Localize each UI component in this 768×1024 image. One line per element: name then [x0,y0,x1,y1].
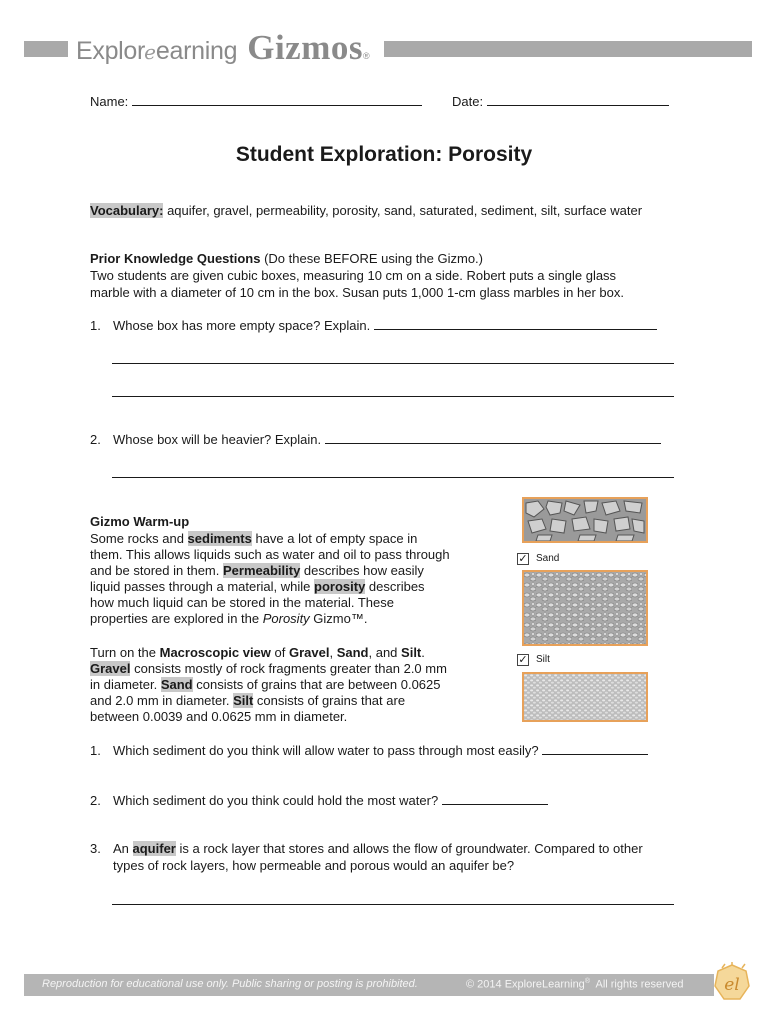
prior-line-2: marble with a diameter of 10 cm in the box. Susan puts 1,000 1-cm glass marbles in her box. [90,285,624,300]
warmup-q3-l2: types of rock layers, how permeable and porous would an aquifer be? [113,858,515,873]
warmup-p1-l3: and be stored in them. Permeability describes how easily [90,563,424,578]
sand-image [522,570,648,646]
term-gravel: Gravel [90,661,131,676]
sand-checkbox[interactable] [517,553,529,565]
warmup-p1-l6: properties are explored in the Porosity Gizmo™. [90,611,368,626]
prior-q2 [113,431,661,448]
warmup-q1 [113,742,648,759]
term-sand: Sand [160,677,193,692]
footer-copyright: © 2014 ExploreLearning® All rights reserved [466,978,684,991]
warmup-p2-l1: Turn on the Macroscopic view of Gravel, Sand, and Silt. [90,645,425,660]
warmup-p1-l4: liquid passes through a material, while porosity describes [90,579,425,594]
gravel-image [522,497,648,543]
check-icon: ✓ [518,654,528,666]
footer-reproduction-notice: Reproduction for educational use only. Public sharing or posting is prohibited. [42,978,418,990]
warmup-q3-l1: An aquifer is a rock layer that stores and allows the flow of groundwater. Compared to other [113,841,643,856]
warmup-p2-l4: and 2.0 mm in diameter. Silt consists of grains that are [90,693,406,708]
logo-text: el [724,975,740,995]
prior-q1-answer-line-3[interactable] [112,396,674,397]
header-bar-right [384,41,752,57]
brand-learning: earning [155,37,238,65]
date-row [452,93,669,110]
warmup-q3-answer-line[interactable] [112,904,674,905]
name-row [90,93,422,110]
warmup-q1-answer-line[interactable] [542,742,648,755]
prior-q2-text: Whose box will be heavier? Explain. [113,432,322,447]
prior-heading-note: (Do these BEFORE using the Gizmo.) [260,251,483,266]
term-aquifer: aquifer [132,841,176,856]
warmup-heading [90,513,189,530]
prior-line-1: Two students are given cubic boxes, measuring 10 cm on a side. Robert puts a single glass [90,268,617,283]
prior-q1-number: 1. [90,318,101,333]
brand-leaf: e [144,40,156,64]
prior-q2-answer-line-2[interactable] [112,477,674,478]
warmup-p1-l1: Some rocks and sediments have a lot of empty space in [90,531,418,546]
brand-reg: ® [362,51,370,61]
warmup-q2 [113,792,548,809]
sand-checkbox-label: Sand [536,553,560,564]
prior-heading: Prior Knowledge Questions [90,251,261,266]
name-field[interactable] [132,93,422,106]
check-icon: ✓ [518,553,528,565]
explorelearning-el-logo-icon [712,962,752,1002]
warmup-q2-answer-line[interactable] [442,792,548,805]
term-silt: Silt [233,693,254,708]
warmup-q3-number: 3. [90,841,101,856]
gizmo-name: Porosity [262,611,310,626]
warmup-p1-l5: how much liquid can be stored in the material. These [90,595,394,610]
brand-gizmos: Gizmos [247,28,363,67]
prior-q1-answer-line-2[interactable] [112,363,674,364]
page-title: Student Exploration: Porosity [235,143,533,166]
warmup-q1-number: 1. [90,743,101,758]
prior-q1 [113,317,657,334]
vocabulary [90,202,642,219]
silt-checkbox-label: Silt [536,654,550,665]
term-permeability: Permeability [222,563,301,578]
prior-q1-answer-line-1[interactable] [374,317,657,330]
warmup-p2-l5: between 0.0039 and 0.0625 mm in diameter. [90,709,348,724]
name-label: Name: [90,94,129,109]
warmup-q2-number: 2. [90,793,101,808]
silt-checkbox[interactable] [517,654,529,666]
warmup-p2-l3: in diameter. Sand consists of grains that are between 0.0625 [90,677,441,692]
explorelearning-gizmos-logo [76,28,370,68]
prior-q2-number: 2. [90,432,101,447]
term-porosity: porosity [314,579,366,594]
warmup-heading-text: Gizmo Warm-up [90,514,190,529]
date-field[interactable] [487,93,669,106]
prior-q1-text: Whose box has more empty space? Explain. [113,318,371,333]
brand-explore: Explor [76,37,146,65]
vocab-text: aquifer, gravel, permeability, porosity, sand, saturated, sediment, silt, surface water [163,203,643,218]
header-bar-left [24,41,68,57]
prior-heading-row [90,250,483,267]
warmup-q2-text: Which sediment do you think could hold the most water? [113,793,439,808]
warmup-q1-text: Which sediment do you think will allow water to pass through most easily? [113,743,539,758]
prior-q2-answer-line-1[interactable] [325,431,661,444]
date-label: Date: [452,94,484,109]
warmup-p2-l2: Gravel consists mostly of rock fragments greater than 2.0 mm [90,661,447,676]
vocab-label: Vocabulary: [90,203,164,218]
term-sediments: sediments [187,531,252,546]
warmup-p1-l2: them. This allows liquids such as water and oil to pass through [90,547,450,562]
silt-image [522,672,648,722]
